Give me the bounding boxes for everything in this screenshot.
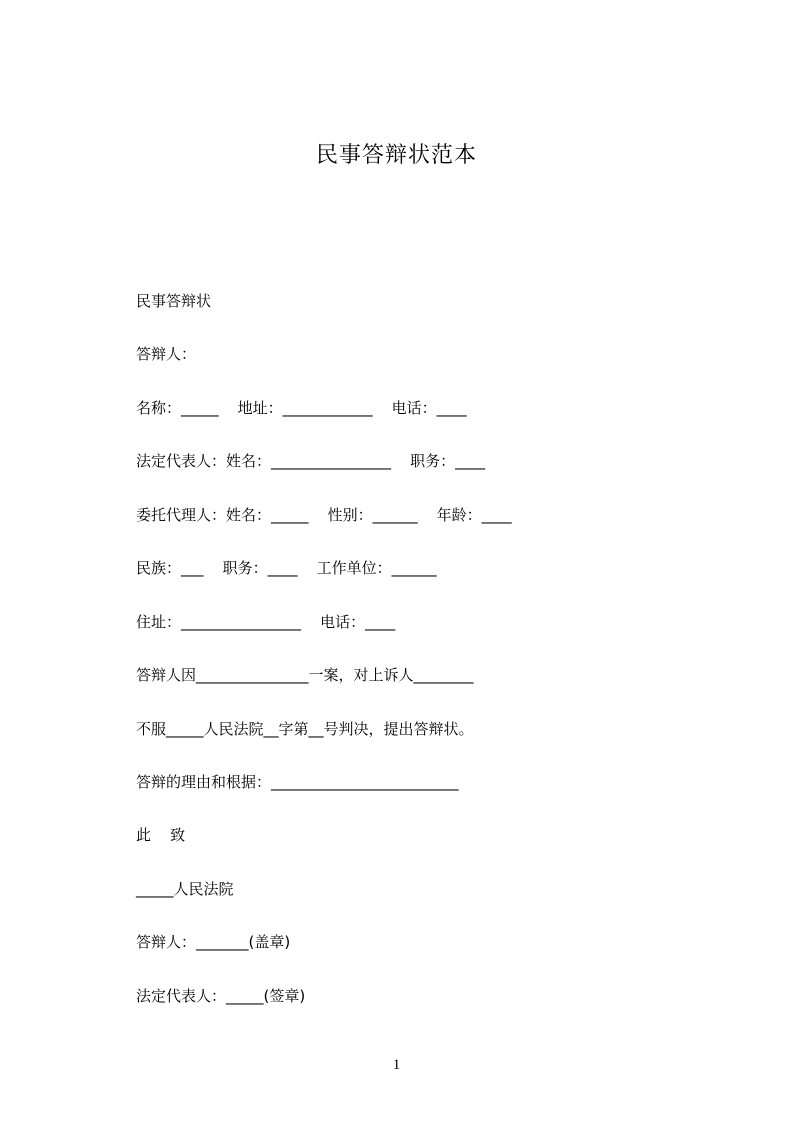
name-address-phone-line: 名称：_____ 地址：____________ 电话：____ [136,399,467,417]
respondent-label: 答辩人： [136,345,197,363]
judgment-line: 不服_____人民法院__字第__号判决，提出答辩状。 [136,720,474,738]
page-number: 1 [392,1057,401,1073]
representative-signature-line: 法定代表人：_____(签章) [136,987,306,1005]
heading-civil-defense: 民事答辩状 [136,292,212,310]
ethnicity-position-workplace-line: 民族：___ 职务：____ 工作单位：______ [136,559,437,577]
legal-representative-line: 法定代表人：姓名：________________ 职务：____ [136,452,486,470]
document-title: 民事答辩状范本 [315,143,477,168]
court-line: _____人民法院 [136,880,234,898]
respondent-seal-line: 答辩人：_______(盖章) [136,933,291,951]
residence-phone-line: 住址：________________ 电话：____ [136,613,396,631]
entrusted-agent-line: 委托代理人：姓名：_____ 性别：______ 年龄：____ [136,506,512,524]
salutation-line: 此 致 [136,826,186,844]
case-line: 答辩人因_______________一案，对上诉人________ [136,666,474,684]
reasons-line: 答辩的理由和根据：_________________________ [136,773,459,791]
